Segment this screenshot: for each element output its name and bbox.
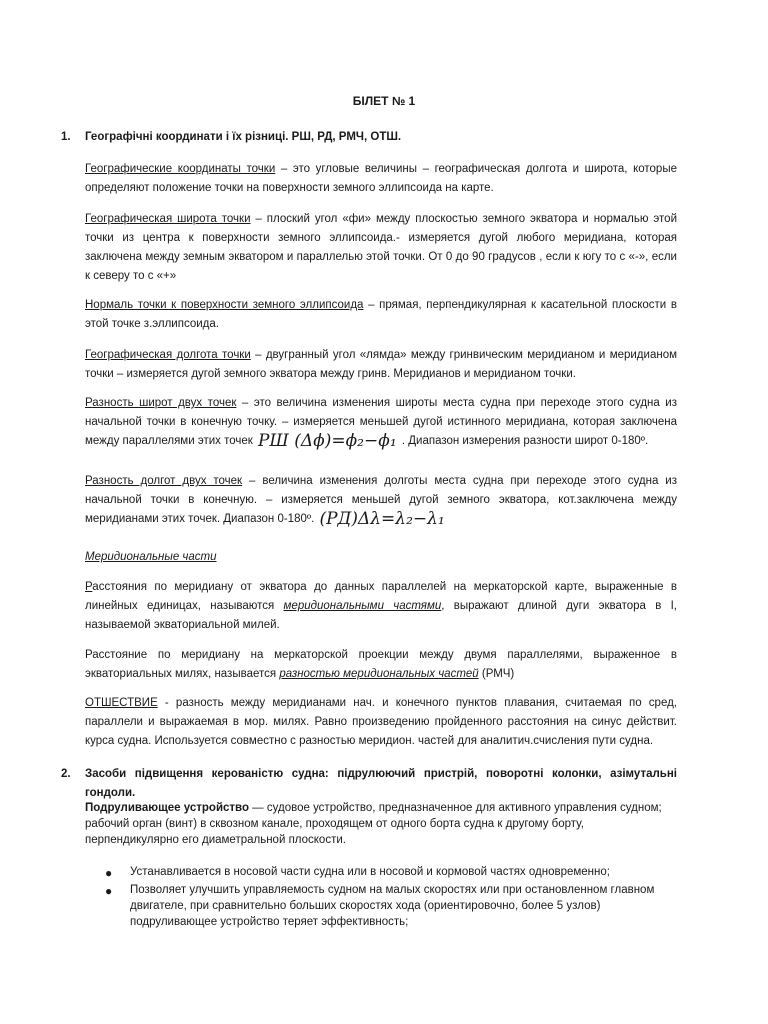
text-departure: - разность между меридианами нач. и конечного пунктов плавания, считаемая по сред, параллели и выражаемая в мор. милях. Равно произведению пройденного расстояния на синус действит. курса судна. Используется совместно с разностью меридион. частей для аналитич.счисления пути судна. (85, 697, 677, 747)
text-meridional-a: асстояния по меридиану от экватора до данных параллелей на меркаторской карте, выраженные в линейных единицах, называются (85, 581, 677, 612)
term-meridional-parts: меридиональными частями (283, 600, 442, 612)
question-1-heading: Географічні координати і їх різниці. РШ, РД, РМЧ, ОТШ. (85, 131, 402, 143)
paragraph-departure (85, 694, 677, 751)
formula-latitude-difference: РШ (Δϕ)=ϕ₂−ϕ₁ (257, 431, 397, 451)
bullet-1-text: Устанавливается в носовой части судна или в носовой и кормовой частях одновременно; (130, 866, 610, 878)
ticket-title: БІЛЕТ № 1 (352, 94, 416, 108)
term-thruster: Подруливающее устройство (85, 802, 249, 814)
question-2-heading: Засоби підвищення керованістю судна: підрулюючий пристрій, поворотні колонки, азімутальні гондоли. (85, 768, 677, 799)
meridional-parts-heading-text: Меридиональные части (85, 551, 217, 563)
term-latitude-difference: Разность широт двух точек (85, 397, 237, 409)
text-geo-coordinates: – это угловые величины – географическая долгота и широта, которые определяют положение точки на поверхности земного эллипсоида на карте. (85, 163, 677, 194)
text-latitude-range: . Диапазон измерения разности широт 0-180º. (398, 435, 649, 447)
meridional-parts-heading (85, 548, 677, 567)
term-departure: ОТШЕСТВИЕ (85, 697, 158, 709)
paragraph-latitude (85, 210, 677, 286)
term-latitude: Географическая широта точки (85, 213, 251, 225)
term-geo-coordinates: Географические координаты точки (85, 163, 276, 175)
term-longitude: Географическая долгота точки (85, 349, 251, 361)
formula-longitude-difference: (РД)Δλ=λ₂−λ₁ (319, 509, 445, 529)
text-longitude: – двугранный угол «лямда» между гринвическим меридианом и меридианом точки – измеряется дугой земного экватора между гринв. Меридианов и меридианом точки. (85, 349, 677, 380)
paragraph-geo-coordinates (85, 160, 677, 198)
text-latitude-difference: – это величина изменения широты места судна при переходе этого судна из начальной точки в конечную точку. – измеряется меньшей дугой истинного меридиана, которая заключена между параллелями этих точек (85, 397, 677, 447)
bullet-2-marker: ● (105, 884, 113, 898)
term-normal: Нормаль точки к поверхности земного эллипсоида (85, 299, 364, 311)
text-meridional-difference-b: (РМЧ) (478, 668, 515, 680)
paragraph-latitude-difference (85, 394, 677, 451)
term-longitude-difference: Разность долгот двух точек (85, 475, 243, 487)
bullet-2-text: Позволяет улучшить управляемость судном на малых скоростях или при остановленном главном двигателе, при сравнительно больших скоростях хода (ориентировочно, более 5 узлов) подруливающее устройство теряет эффективность; (130, 884, 655, 928)
text-thruster: — судовое устройство, предназначенное для активного управления судном; рабочий орган (винт) в сквозном канале, проходящем от одного борта судна к другому борту, перпендикулярно его диаметральной плоскости. (85, 802, 662, 846)
paragraph-normal (85, 296, 677, 334)
first-letter: Р (85, 581, 93, 593)
text-latitude: – плоский угол «фи» между плоскостью земного экватора и нормалью этой точки из центра к поверхности земного эллипсоида.- измеряется дугой любого меридиана, которая заключена между земным экватором и параллелью этой точки. От 0 до 90 градусов , если к югу то с «-», если к северу то с «+» (85, 213, 677, 282)
paragraph-thruster (85, 800, 677, 848)
paragraph-meridional-parts (85, 578, 677, 635)
text-meridional-difference-a: Расстояние по меридиану на меркаторской проекции между двумя параллелями, выраженное в экваториальных милях, называется (85, 649, 677, 680)
bullet-1-marker: ● (105, 866, 113, 880)
paragraph-longitude (85, 346, 677, 384)
text-longitude-difference: – величина изменения долготы места судна при переходе этого судна из начальной точки в конечную. – измеряется меньшей дугой земного экватора, кот.заключена между меридианами этих точек. Диапазон 0-180º. (85, 475, 677, 525)
text-meridional-b: , выражают длиной дуги экватора в I, называемой экваториальной милей. (85, 600, 677, 631)
question-2-number: 2. (61, 768, 71, 780)
question-1-number: 1. (61, 131, 71, 143)
paragraph-longitude-difference (85, 472, 677, 529)
term-meridional-difference: разностью меридиональных частей (279, 668, 479, 680)
paragraph-meridional-difference (85, 646, 677, 684)
text-normal: – прямая, перпендикулярная к касательной плоскости в этой точке з.эллипсоида. (85, 299, 678, 330)
